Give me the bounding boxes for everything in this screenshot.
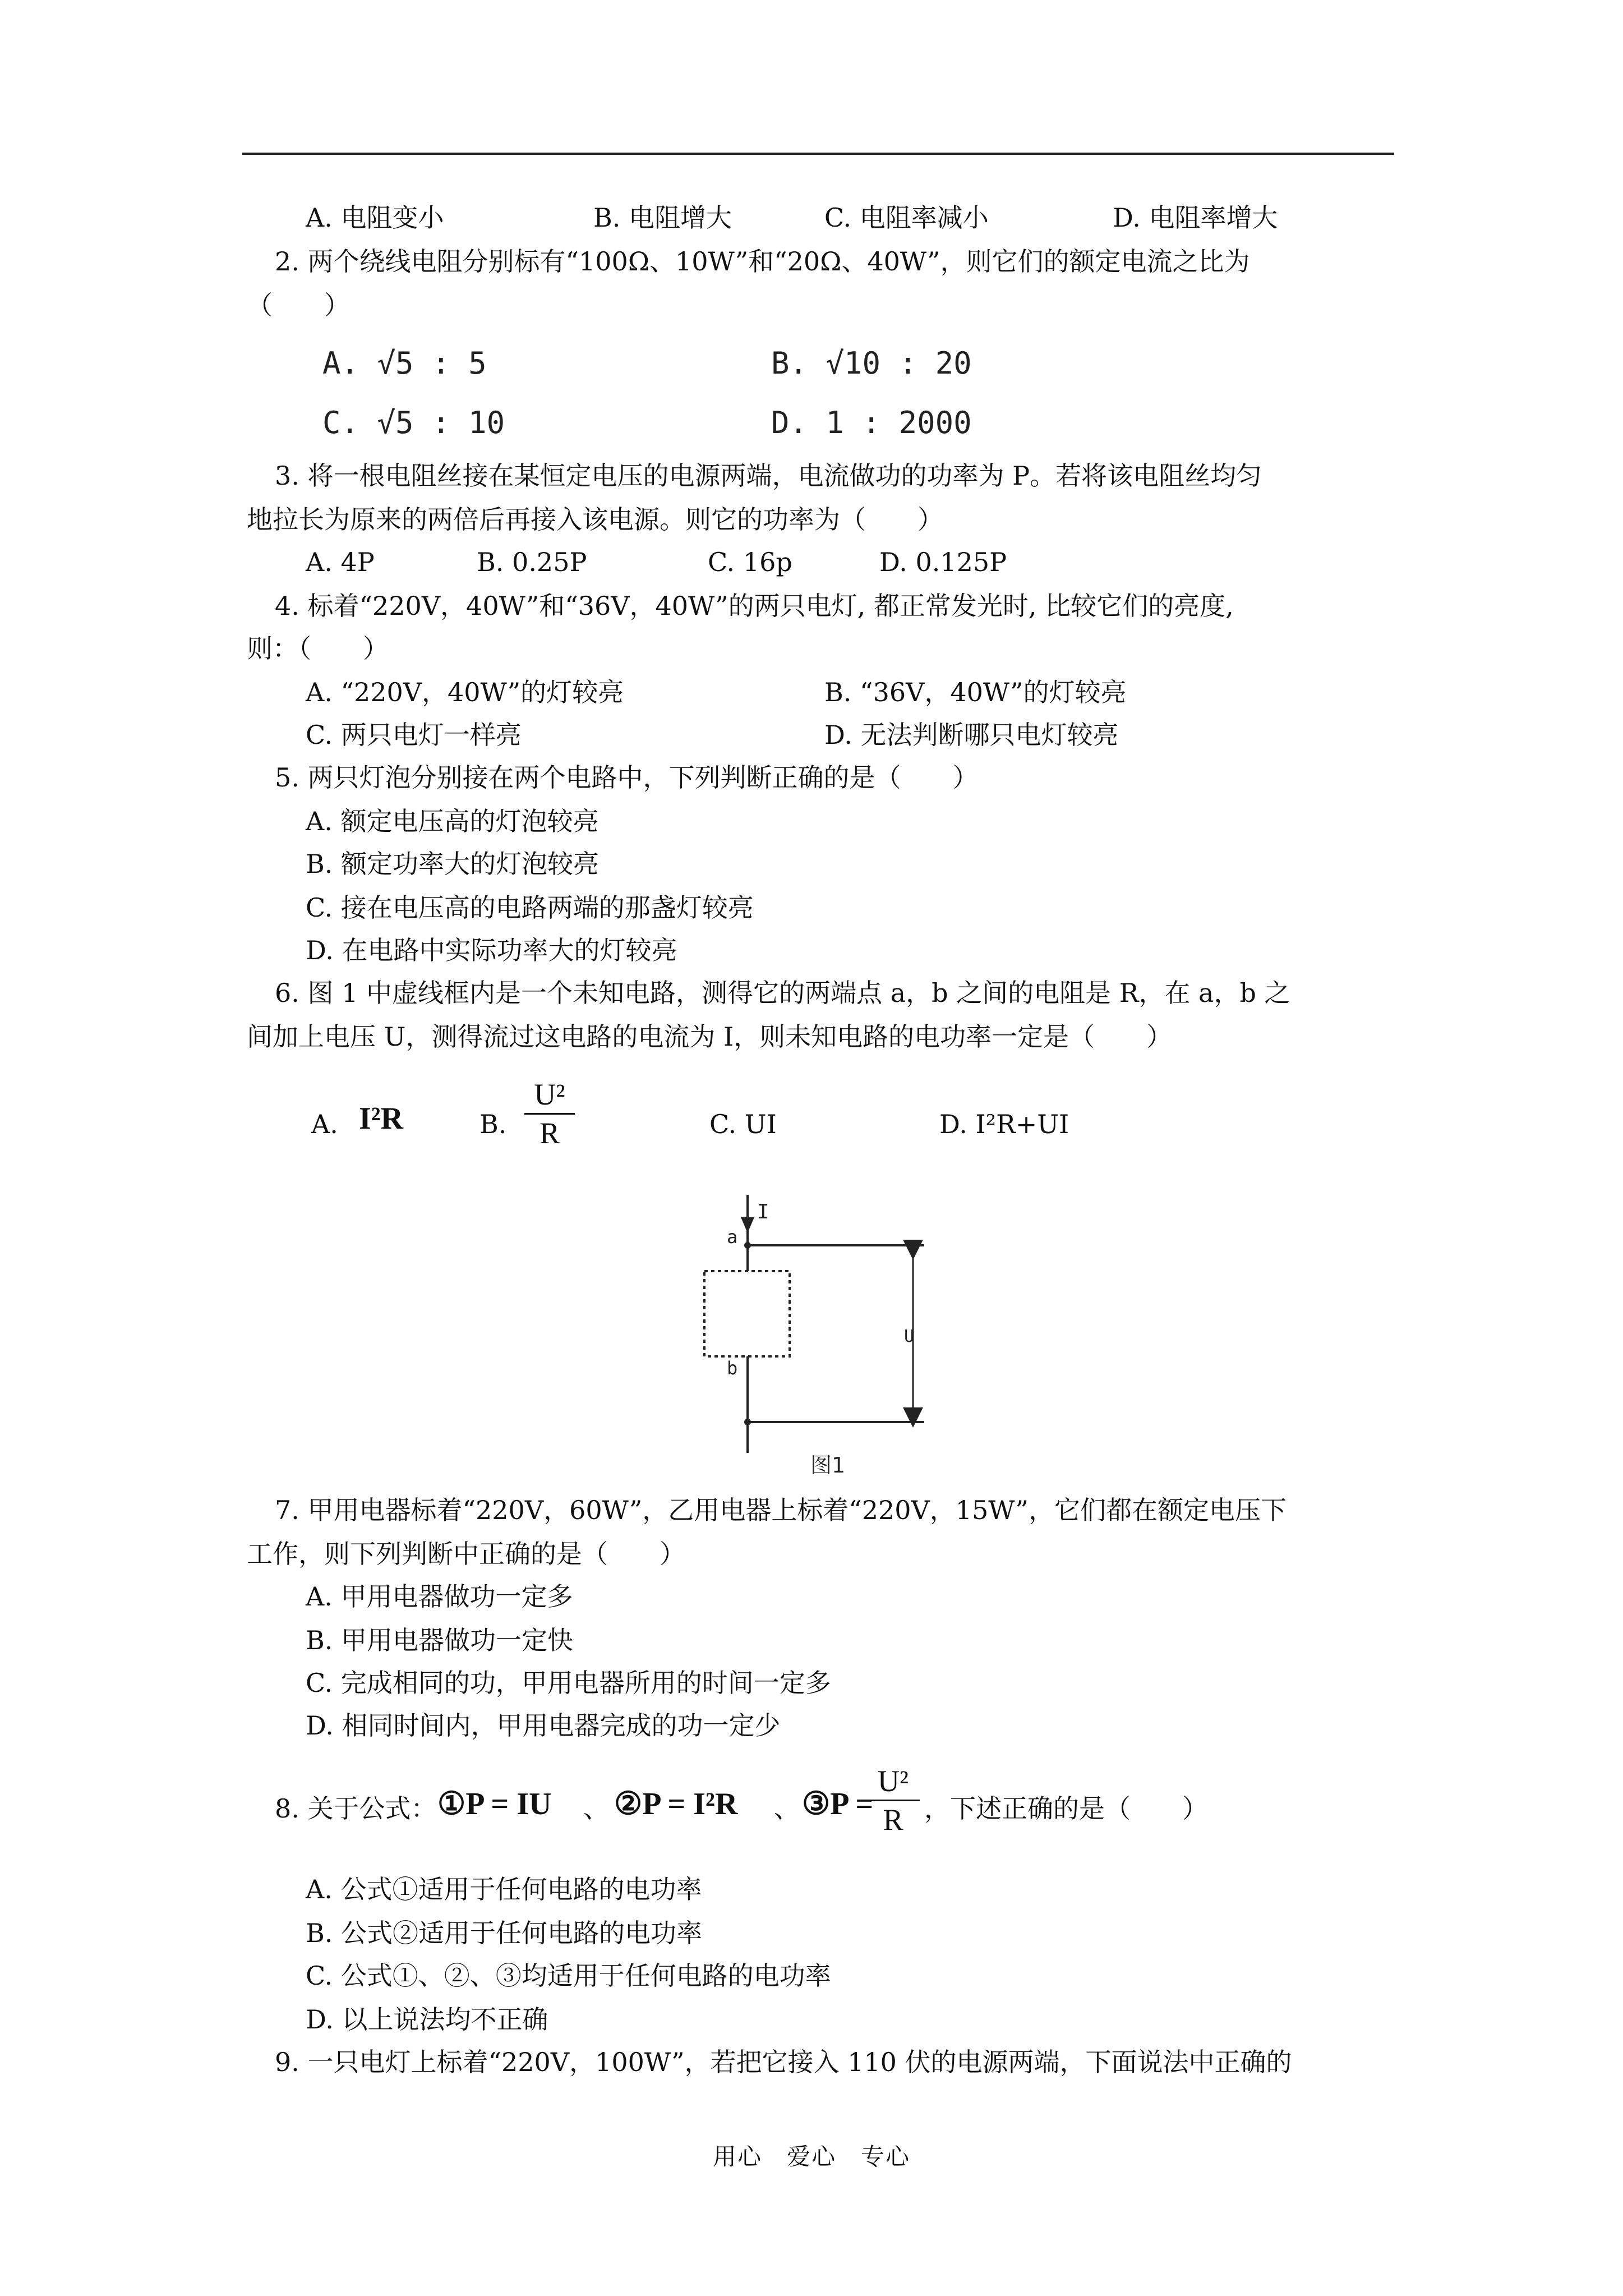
q8-separator-1: 、 bbox=[583, 1793, 609, 1824]
page-footer: 用心 爱心 专心 bbox=[712, 2143, 910, 2170]
voltage-label: U bbox=[904, 1327, 915, 1346]
q5-option-b: B. 额定功率大的灯泡较亮 bbox=[306, 849, 600, 879]
q1-option-a: A. 电阻变小 bbox=[306, 203, 444, 233]
q3-line-2: 地拉长为原来的两倍后再接入该电源。则它的功率为（ ） bbox=[247, 504, 943, 535]
q6-option-b-label: B. bbox=[479, 1109, 507, 1139]
q5-option-d: D. 在电路中实际功率大的灯较亮 bbox=[306, 935, 677, 965]
point-a-label: a bbox=[727, 1226, 738, 1248]
q8-f3-numerator: U² bbox=[877, 1764, 909, 1798]
q8-formula-2: ②P = I²R bbox=[614, 1787, 738, 1821]
q2-line-1: 2. 两个绕线电阻分别标有“100Ω、10W”和“20Ω、40W”，则它们的额定电流之比为 bbox=[275, 246, 1250, 277]
q7-option-b: B. 甲用电器做功一定快 bbox=[306, 1625, 574, 1655]
q7-line-2: 工作，则下列判断中正确的是（ ） bbox=[247, 1539, 685, 1569]
q7-line-1: 7. 甲用电器标着“220V，60W”，乙用电器上标着“220V，15W”，它们都在额定电压下 bbox=[275, 1495, 1287, 1525]
q5-option-c: C. 接在电压高的电路两端的那盏灯较亮 bbox=[306, 892, 754, 923]
q6-option-a-math: I²R bbox=[359, 1101, 404, 1136]
q8-formula-3: ③P = bbox=[802, 1787, 874, 1821]
q8-suffix: ，下述正确的是（ ） bbox=[924, 1793, 1208, 1824]
q6-option-a-label: A. bbox=[311, 1109, 338, 1139]
q4-option-a: A. “220V，40W”的灯较亮 bbox=[306, 677, 624, 707]
q8-option-b: B. 公式②适用于任何电路的电功率 bbox=[306, 1918, 703, 1948]
header-rule bbox=[242, 153, 1394, 155]
q4-line-1: 4. 标着“220V，40W”和“36V，40W”的两只电灯, 都正常发光时, 比较它们的亮度, bbox=[275, 591, 1234, 621]
q9-line-1: 9. 一只电灯上标着“220V，100W”，若把它接入 110 伏的电源两端，下面说法中正确的 bbox=[275, 2047, 1292, 2077]
q4-option-d: D. 无法判断哪只电灯较亮 bbox=[824, 720, 1119, 750]
q4-line-2: 则：（ ） bbox=[247, 633, 389, 664]
q8-option-a: A. 公式①适用于任何电路的电功率 bbox=[306, 1874, 702, 1904]
q2-option-c: C. √5 : 10 bbox=[322, 405, 505, 440]
q6-option-b-fraction bbox=[524, 1077, 575, 1151]
q1-option-b: B. 电阻增大 bbox=[593, 203, 732, 233]
q8-option-d: D. 以上说法均不正确 bbox=[306, 2004, 548, 2035]
q6-option-b-numerator: U² bbox=[534, 1078, 565, 1111]
q4-option-b: B. “36V，40W”的灯较亮 bbox=[824, 677, 1127, 707]
figure-1-circuit bbox=[673, 1189, 987, 1481]
q5-line-1: 5. 两只灯泡分别接在两个电路中，下列判断正确的是（ ） bbox=[275, 762, 979, 793]
q3-option-b: B. 0.25P bbox=[477, 547, 587, 577]
q8-option-c: C. 公式①、②、③均适用于任何电路的电功率 bbox=[306, 1961, 831, 1991]
q6-line-2: 间加上电压 U，测得流过这电路的电流为 I，则未知电路的电功率一定是（ ） bbox=[247, 1022, 1173, 1052]
q7-option-c: C. 完成相同的功，甲用电器所用的时间一定多 bbox=[306, 1668, 831, 1698]
q3-line-1: 3. 将一根电阻丝接在某恒定电压的电源两端，电流做功的功率为 P。若将该电阻丝均匀 bbox=[275, 461, 1262, 491]
q8-formula-1: ①P = IU bbox=[437, 1787, 552, 1821]
figure-caption: 图1 bbox=[810, 1453, 846, 1478]
q5-option-a: A. 额定电压高的灯泡较亮 bbox=[306, 806, 599, 836]
q4-option-c: C. 两只电灯一样亮 bbox=[306, 720, 522, 750]
q8-formula-3-fraction bbox=[866, 1764, 920, 1837]
q8-separator-2: 、 bbox=[774, 1793, 800, 1824]
current-arrow-icon bbox=[741, 1217, 754, 1233]
q2-line-2: （ ） bbox=[247, 290, 350, 320]
q8-prefix: 8. 关于公式： bbox=[275, 1793, 437, 1824]
q6-option-c: C. UI bbox=[709, 1109, 777, 1139]
point-b-label: b bbox=[727, 1358, 738, 1379]
q6-option-d: D. I²R+UI bbox=[939, 1109, 1069, 1139]
q2-option-d: D. 1 : 2000 bbox=[771, 405, 972, 440]
q2-option-a: A. √5 : 5 bbox=[322, 346, 487, 381]
q8-f3-denominator: R bbox=[883, 1803, 903, 1837]
q6-option-b-denominator: R bbox=[539, 1116, 560, 1150]
q7-option-a: A. 甲用电器做功一定多 bbox=[306, 1581, 573, 1612]
current-label: I bbox=[757, 1200, 769, 1223]
q7-option-d: D. 相同时间内，甲用电器完成的功一定少 bbox=[306, 1710, 781, 1741]
q3-option-d: D. 0.125P bbox=[879, 547, 1007, 577]
q3-option-c: C. 16p bbox=[708, 547, 792, 577]
fraction-bar bbox=[524, 1113, 575, 1115]
fraction-bar bbox=[866, 1800, 920, 1801]
q3-option-a: A. 4P bbox=[306, 547, 375, 577]
unknown-circuit-dashed-box bbox=[704, 1271, 790, 1356]
q2-option-b: B. √10 : 20 bbox=[771, 346, 972, 381]
q1-option-c: C. 电阻率减小 bbox=[824, 203, 989, 233]
q1-option-d: D. 电阻率增大 bbox=[1113, 203, 1278, 233]
q6-line-1: 6. 图 1 中虚线框内是一个未知电路，测得它的两端点 a，b 之间的电阻是 R，在 a，b 之 bbox=[275, 978, 1290, 1008]
